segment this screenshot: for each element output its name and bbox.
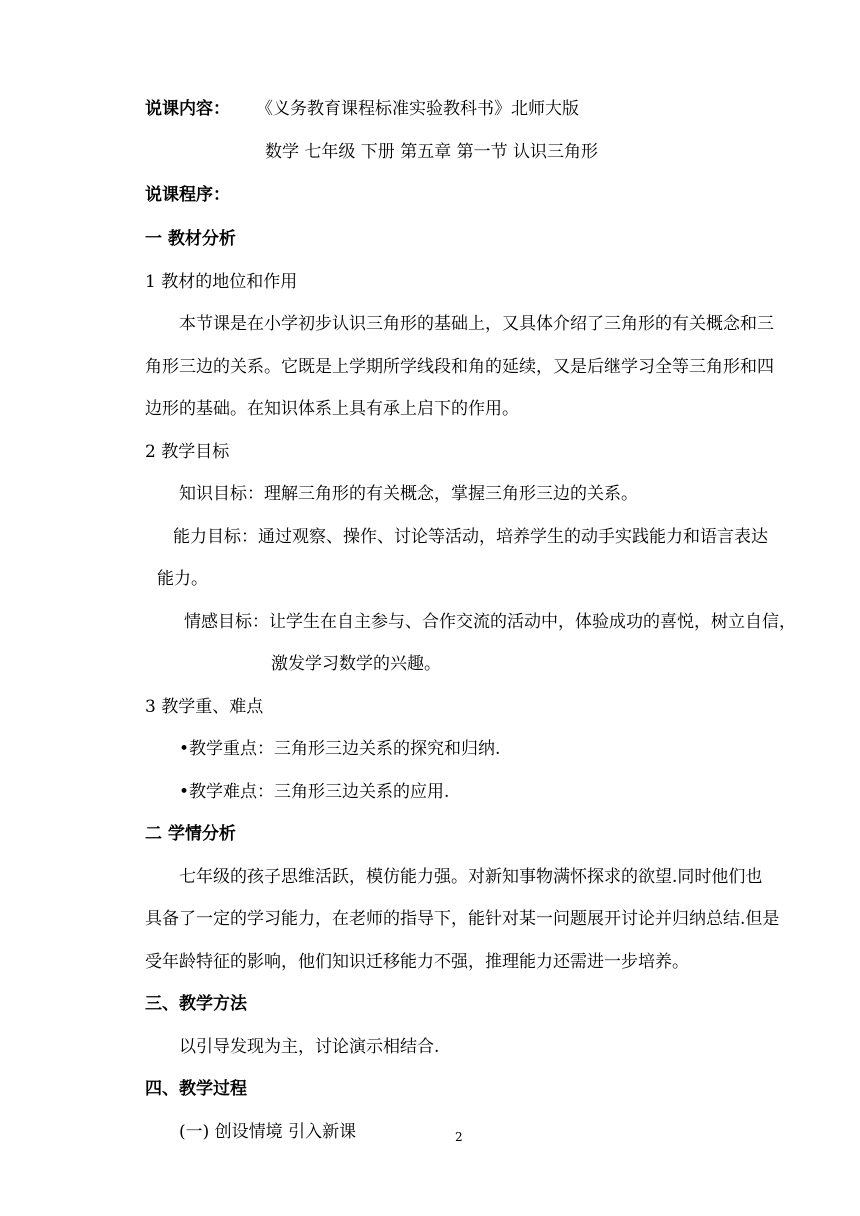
paragraph-line: 七年级的孩子思维活跃，模仿能力强。对新知事物满怀探求的欲望.同时他们也 xyxy=(179,867,763,887)
page-number: 2 xyxy=(455,1130,463,1144)
procedure-label: 说课程序： xyxy=(145,185,230,205)
section-heading-student-analysis: 二 学情分析 xyxy=(145,824,236,844)
lesson-content-label: 说课内容： xyxy=(145,99,230,119)
subheading-key-points: 3 教学重、难点 xyxy=(145,697,264,717)
methods-text: 以引导发现为主，讨论演示相结合. xyxy=(179,1037,440,1057)
process-step: (一) 创设情境 引入新课 xyxy=(179,1122,357,1142)
goal-knowledge: 知识目标：理解三角形的有关概念，掌握三角形三边的关系。 xyxy=(179,484,638,504)
paragraph-line: 具备了一定的学习能力，在老师的指导下，能针对某一问题展开讨论并归纳总结.但是 xyxy=(145,909,780,929)
section-heading-methods: 三、教学方法 xyxy=(145,994,247,1014)
goal-emotion-cont: 激发学习数学的兴趣。 xyxy=(271,654,441,674)
section-heading-process: 四、教学过程 xyxy=(145,1079,247,1099)
key-point: •教学重点：三角形三边关系的探究和归纳. xyxy=(179,739,501,759)
paragraph-line: 本节课是在小学初步认识三角形的基础上，又具体介绍了三角形的有关概念和三 xyxy=(179,314,774,334)
subheading-role: 1 教材的地位和作用 xyxy=(145,272,298,292)
subheading-goals: 2 教学目标 xyxy=(145,442,230,462)
paragraph-line: 边形的基础。在知识体系上具有承上启下的作用。 xyxy=(145,399,519,419)
section-heading-textbook-analysis: 一 教材分析 xyxy=(145,229,236,249)
paragraph-line: 受年龄特征的影响，他们知识迁移能力不强，推理能力还需进一步培养。 xyxy=(145,952,689,972)
difficult-point: •教学难点：三角形三边关系的应用. xyxy=(179,782,450,802)
paragraph-line: 角形三边的关系。它既是上学期所学线段和角的延续，又是后继学习全等三角形和四 xyxy=(145,357,774,377)
goal-ability: 能力目标：通过观察、操作、讨论等活动，培养学生的动手实践能力和语言表达 xyxy=(173,527,768,547)
goal-ability-cont: 能力。 xyxy=(157,569,208,589)
textbook-title: 《义务教育课程标准实验教科书》北师大版 xyxy=(256,99,579,119)
goal-emotion: 情感目标：让学生在自主参与、合作交流的活动中，体验成功的喜悦，树立自信， xyxy=(184,612,796,632)
lesson-topic: 数学 七年级 下册 第五章 第一节 认识三角形 xyxy=(265,142,599,162)
